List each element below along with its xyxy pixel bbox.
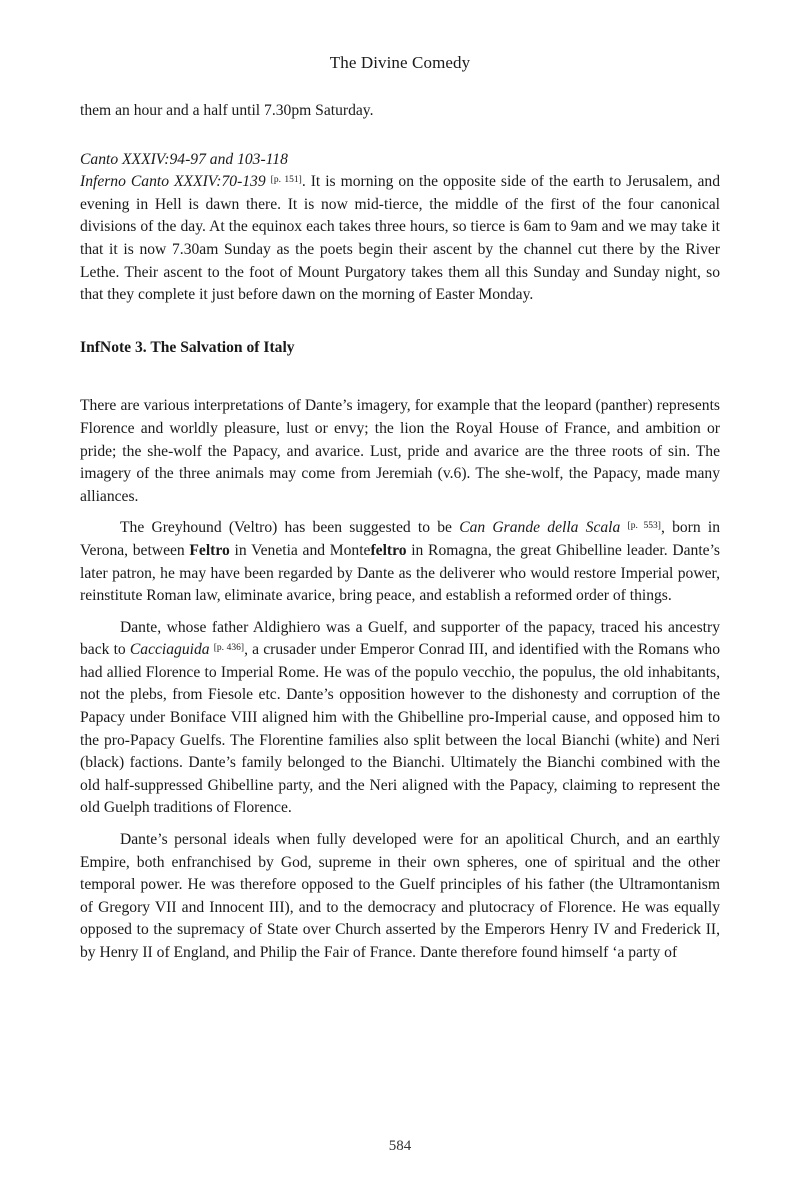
canto-note-text: . It is morning on the opposite side of the earth to Jerusalem, and evening in Hell is dawn there. It is now mid-tierce, the middle of the first of the four canonical divisions of the day. At the equinox each takes three hours, so tierce is 6am to 9am and we may take it that it is now 7.30am Sunday as the poets begin their ascent by the channel cut there by the River Lethe. Their ascent to the foot of Mount Purgatory takes them all this Sunday and Sunday night, so that they complete it just before dawn on the morning of Easter Monday.	[80, 173, 721, 304]
paragraph-1: There are various interpretations of Dante’s imagery, for example that the leopard (panther) represents Florence and worldly pleasure, lust or envy; the lion the Royal House of France, and ambition or pride; the she-wolf the Papacy, and avarice. Lust, pride and avarice are the three roots of sin. The imagery of the three animals may come from Jeremiah (v.6). The she-wolf, the Papacy, made many alliances.	[80, 397, 720, 505]
page-body	[80, 100, 720, 974]
canto-note-paragraph	[80, 171, 720, 307]
paragraph-3: Dante, whose father Aldighiero was a Guelf, and supporter of the papacy, traced his ancestry back to Cacciaguida [p. 436], a crusader under Emperor Conrad III, and identified with the Romans who had allied Florence to Imperial Rome. He was of the populo vecchio, the populus, the old inhabitants, not the plebs, from Fiesole etc. Dante’s opposition however to the dishonesty and corruption of the Papacy under Boniface VIII aligned him with the Ghibelline pro-Imperial cause, and opposed him to the pro-Papacy Guelfs. The Florentine families also split between the local Bianchi (white) and Neri (black) factions. Dante’s family belonged to the Bianchi. Ultimately the Bianchi combined with the old half-suppressed Ghibelline party, and the Neri aligned with the Papacy, claiming to represent the old Guelph traditions of Florence.	[80, 618, 720, 817]
page-number: 584	[388, 1138, 412, 1154]
page-ref: [p. 436]	[213, 643, 245, 654]
can-grande-link[interactable]: Can Grande della Scala	[459, 519, 621, 537]
carry-over-paragraph: them an hour and a half until 7.30pm Saturday.	[80, 102, 374, 119]
canto-reference-link[interactable]: Inferno Canto XXXIV:70-139	[80, 173, 266, 191]
running-head-title: The Divine Comedy	[329, 53, 471, 72]
bold-feltro: Feltro	[189, 541, 230, 559]
paragraph-2: The Greyhound (Veltro) has been suggested to be Can Grande della Scala [p. 553], born in Verona, between Feltro in Venetia and Montefeltro in Romagna, the great Ghibelline leader. Dante’s later patron, he may have been regarded by Dante as the deliverer who would restore Imperial power, reinstitute Roman law, eliminate avarice, bring peace, and establish a reformed order of things.	[80, 519, 720, 605]
canto-subheading: Canto XXXIV:94-97 and 103-118	[80, 150, 288, 168]
page-ref: [p. 553]	[627, 521, 661, 532]
bold-feltro-suffix: feltro	[370, 541, 407, 559]
section-heading: InfNote 3. The Salvation of Italy	[80, 338, 295, 356]
cacciaguida-link[interactable]: Cacciaguida	[129, 641, 210, 659]
page-ref: [p. 151]	[270, 175, 302, 186]
paragraph-4: Dante’s personal ideals when fully developed were for an apolitical Church, and an earthly Empire, both enfranchised by God, supreme in their own spheres, one of spiritual and the other temporal power. He was therefore opposed to the Guelf principles of his father (the Ultramontanism of Gregory VII and Innocent III), and to the democracy and plutocracy of Florence. He was equally opposed to the supremacy of State over Church asserted by the Emperors Henry IV and Frederick II, by Henry II of England, and Philip the Fair of France. Dante therefore found himself ‘a party of	[80, 831, 720, 961]
